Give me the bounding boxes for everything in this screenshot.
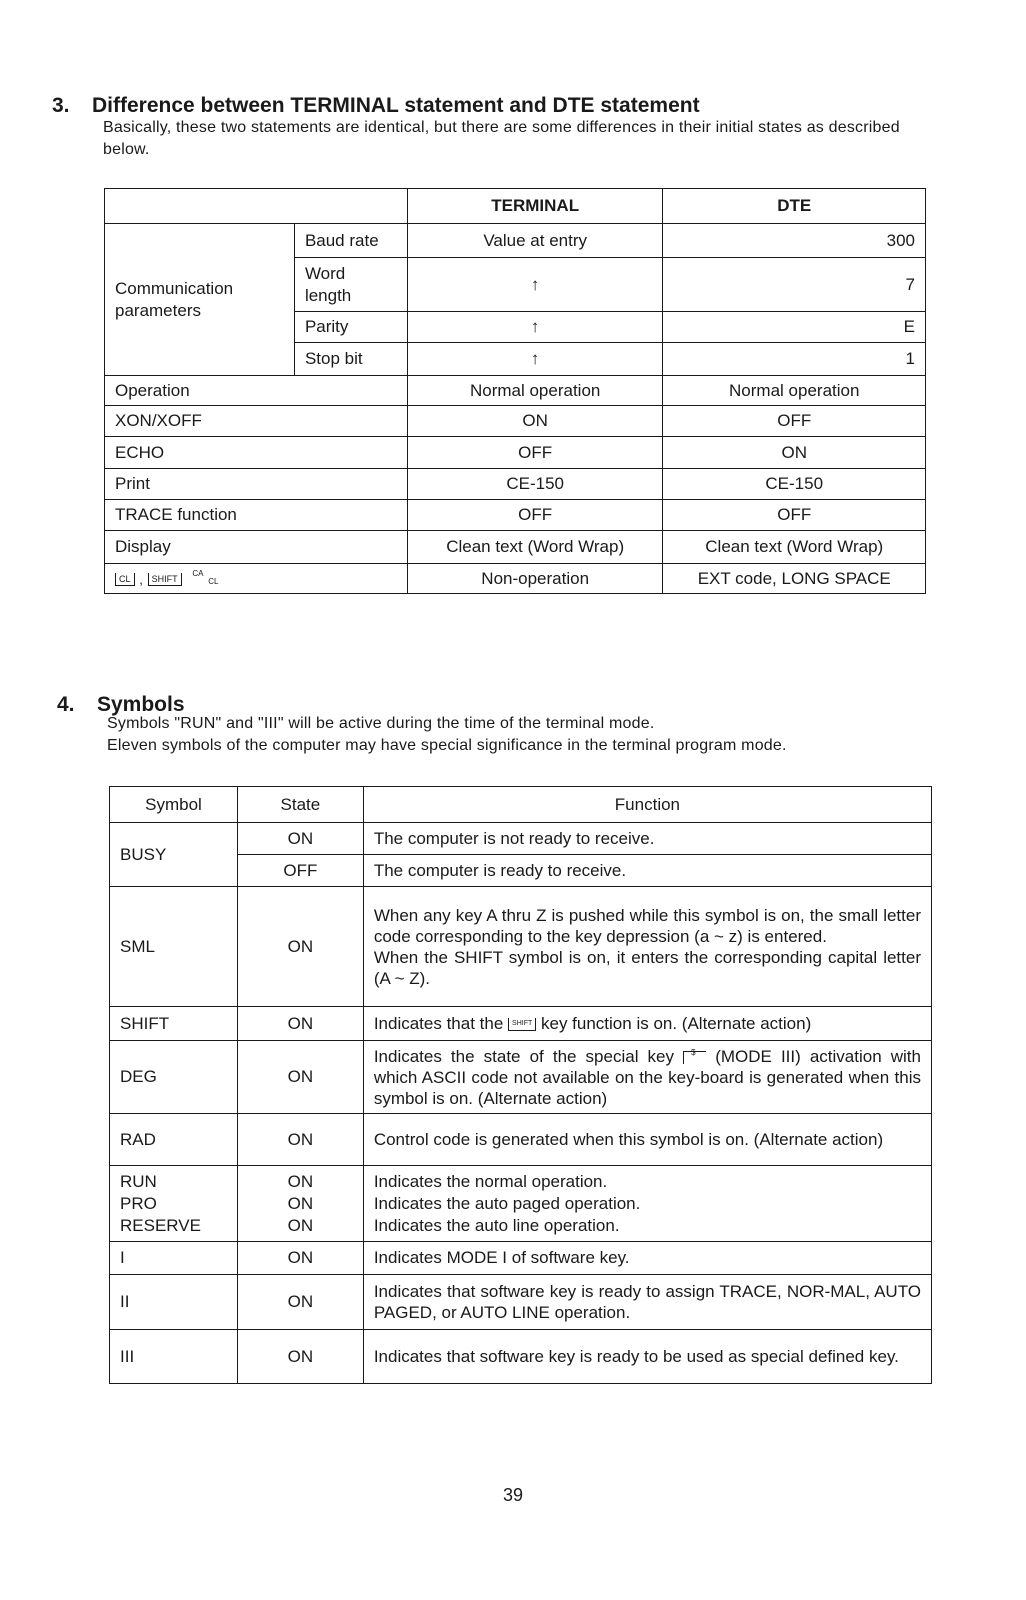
fn-shift bbox=[363, 1007, 931, 1041]
shift-key-icon: SHIFT bbox=[508, 1018, 536, 1031]
state-deg: ON bbox=[237, 1041, 363, 1114]
header-state: State bbox=[237, 787, 363, 823]
terminal-key-combo: Non-operation bbox=[407, 564, 663, 594]
symbol-shift: SHIFT bbox=[110, 1007, 238, 1041]
state-i: ON bbox=[237, 1242, 363, 1275]
fn-deg-text-a: Indicates the state of the special key bbox=[373, 1046, 675, 1066]
terminal-operation: Normal operation bbox=[407, 376, 663, 406]
header-function: Function bbox=[363, 787, 931, 823]
dte-trace-function: OFF bbox=[663, 500, 926, 531]
symbol-run: RUN bbox=[120, 1171, 157, 1191]
state-sml: ON bbox=[237, 887, 363, 1007]
fn-busy-off: The computer is ready to receive. bbox=[363, 855, 931, 887]
dte-parity: E bbox=[663, 312, 926, 343]
state-run: ON bbox=[287, 1171, 314, 1191]
header-blank bbox=[105, 189, 408, 224]
section-3-title bbox=[52, 94, 700, 118]
symbol-deg: DEG bbox=[110, 1041, 238, 1114]
fn-rad: Control code is generated when this symbol is on. (Alternate action) bbox=[363, 1114, 931, 1166]
item-print: Print bbox=[105, 469, 408, 500]
item-xon-xoff: XON/XOFF bbox=[105, 406, 408, 437]
terminal-trace-function: OFF bbox=[407, 500, 663, 531]
symbol-pro: PRO bbox=[120, 1193, 157, 1213]
fn-reserve: Indicates the auto line operation. bbox=[373, 1215, 620, 1235]
section-4-number: 4. bbox=[57, 693, 75, 716]
fn-sml-line-2: When the SHIFT symbol is on, it enters the corresponding capital letter (A ~ Z). bbox=[373, 947, 921, 988]
state-pro: ON bbox=[287, 1193, 314, 1213]
fn-deg-text-b: (MODE III) activation with which ASCII code not available on the key-board is generated when this symbol is on. (Alternate action) bbox=[373, 1046, 921, 1108]
param-word-length: Word length bbox=[294, 258, 407, 312]
section-4-intro-1: Symbols "RUN" and "III" will be active during the time of the terminal mode. bbox=[107, 715, 655, 732]
item-operation: Operation bbox=[105, 376, 408, 406]
state-busy-off: OFF bbox=[237, 855, 363, 887]
state-ii: ON bbox=[237, 1275, 363, 1330]
fn-ii: Indicates that software key is ready to assign TRACE, NOR-MAL, AUTO PAGED, or AUTO LINE operation. bbox=[363, 1275, 931, 1330]
symbol-group bbox=[110, 1166, 238, 1242]
item-display: Display bbox=[105, 531, 408, 564]
fn-i: Indicates MODE I of software key. bbox=[363, 1242, 931, 1275]
terminal-parity: ↑ bbox=[407, 312, 663, 343]
symbol-iii: III bbox=[110, 1330, 238, 1384]
symbol-sml: SML bbox=[110, 887, 238, 1007]
terminal-dte-table bbox=[104, 188, 926, 594]
header-dte: DTE bbox=[663, 189, 926, 224]
symbol-ii: II bbox=[110, 1275, 238, 1330]
fn-busy-on: The computer is not ready to receive. bbox=[363, 823, 931, 855]
terminal-xon-xoff: ON bbox=[407, 406, 663, 437]
dte-print: CE-150 bbox=[663, 469, 926, 500]
item-echo: ECHO bbox=[105, 437, 408, 469]
state-busy-on: ON bbox=[237, 823, 363, 855]
dte-key-combo: EXT code, LONG SPACE bbox=[663, 564, 926, 594]
header-symbol: Symbol bbox=[110, 787, 238, 823]
terminal-word-length: ↑ bbox=[407, 258, 663, 312]
state-shift: ON bbox=[237, 1007, 363, 1041]
symbol-i: I bbox=[110, 1242, 238, 1275]
fn-shift-text-b: key function is on. (Alternate action) bbox=[541, 1013, 812, 1033]
section-4-heading: Symbols bbox=[97, 693, 185, 716]
state-reserve: ON bbox=[287, 1215, 314, 1235]
terminal-echo: OFF bbox=[407, 437, 663, 469]
ca-key-label: CA bbox=[192, 568, 204, 578]
state-rad: ON bbox=[237, 1114, 363, 1166]
symbols-table bbox=[109, 786, 932, 1384]
fn-pro: Indicates the auto paged operation. bbox=[373, 1193, 641, 1213]
header-terminal: TERMINAL bbox=[407, 189, 663, 224]
symbol-reserve: RESERVE bbox=[120, 1215, 201, 1235]
fn-iii: Indicates that software key is ready to be used as special defined key. bbox=[363, 1330, 931, 1384]
param-parity: Parity bbox=[294, 312, 407, 343]
dte-echo: ON bbox=[663, 437, 926, 469]
state-iii: ON bbox=[237, 1330, 363, 1384]
dte-word-length: 7 bbox=[663, 258, 926, 312]
section-3-heading: Difference between TERMINAL statement and DTE statement bbox=[92, 94, 700, 117]
item-key-combo bbox=[105, 564, 408, 594]
dte-operation: Normal operation bbox=[663, 376, 926, 406]
fn-sml-line-1: When any key A thru Z is pushed while this symbol is on, the small letter code corresponding to the key depression (a ~ z) is entered. bbox=[373, 905, 921, 946]
dte-stop-bit: 1 bbox=[663, 343, 926, 376]
section-4-intro-2: Eleven symbols of the computer may have special significance in the terminal program mode. bbox=[107, 737, 787, 754]
symbol-busy: BUSY bbox=[110, 823, 238, 887]
section-3-intro: Basically, these two statements are identical, but there are some differences in their initial states as described below. bbox=[103, 119, 900, 158]
fn-run: Indicates the normal operation. bbox=[373, 1171, 608, 1191]
section-3-number: 3. bbox=[52, 94, 70, 117]
terminal-baud-rate: Value at entry bbox=[407, 224, 663, 258]
fn-deg bbox=[363, 1041, 931, 1114]
fn-shift-text-a: Indicates that the bbox=[373, 1013, 504, 1033]
cl-key-icon: CL bbox=[115, 573, 135, 586]
symbol-rad: RAD bbox=[110, 1114, 238, 1166]
cl-key-label: CL bbox=[208, 576, 219, 586]
state-group bbox=[237, 1166, 363, 1242]
mode-key-icon bbox=[683, 1051, 706, 1064]
dte-xon-xoff: OFF bbox=[663, 406, 926, 437]
dte-baud-rate: 300 bbox=[663, 224, 926, 258]
page-number: 39 bbox=[502, 1485, 524, 1505]
fn-sml bbox=[363, 887, 931, 1007]
terminal-display: Clean text (Word Wrap) bbox=[407, 531, 663, 564]
param-baud-rate: Baud rate bbox=[294, 224, 407, 258]
terminal-stop-bit: ↑ bbox=[407, 343, 663, 376]
key-separator: , bbox=[139, 571, 143, 587]
param-stop-bit: Stop bit bbox=[294, 343, 407, 376]
dte-display: Clean text (Word Wrap) bbox=[663, 531, 926, 564]
comm-params-label: Communication parameters bbox=[105, 224, 295, 376]
terminal-print: CE-150 bbox=[407, 469, 663, 500]
shift-key-icon: SHIFT bbox=[148, 573, 182, 586]
item-trace-function: TRACE function bbox=[105, 500, 408, 531]
fn-group bbox=[363, 1166, 931, 1242]
